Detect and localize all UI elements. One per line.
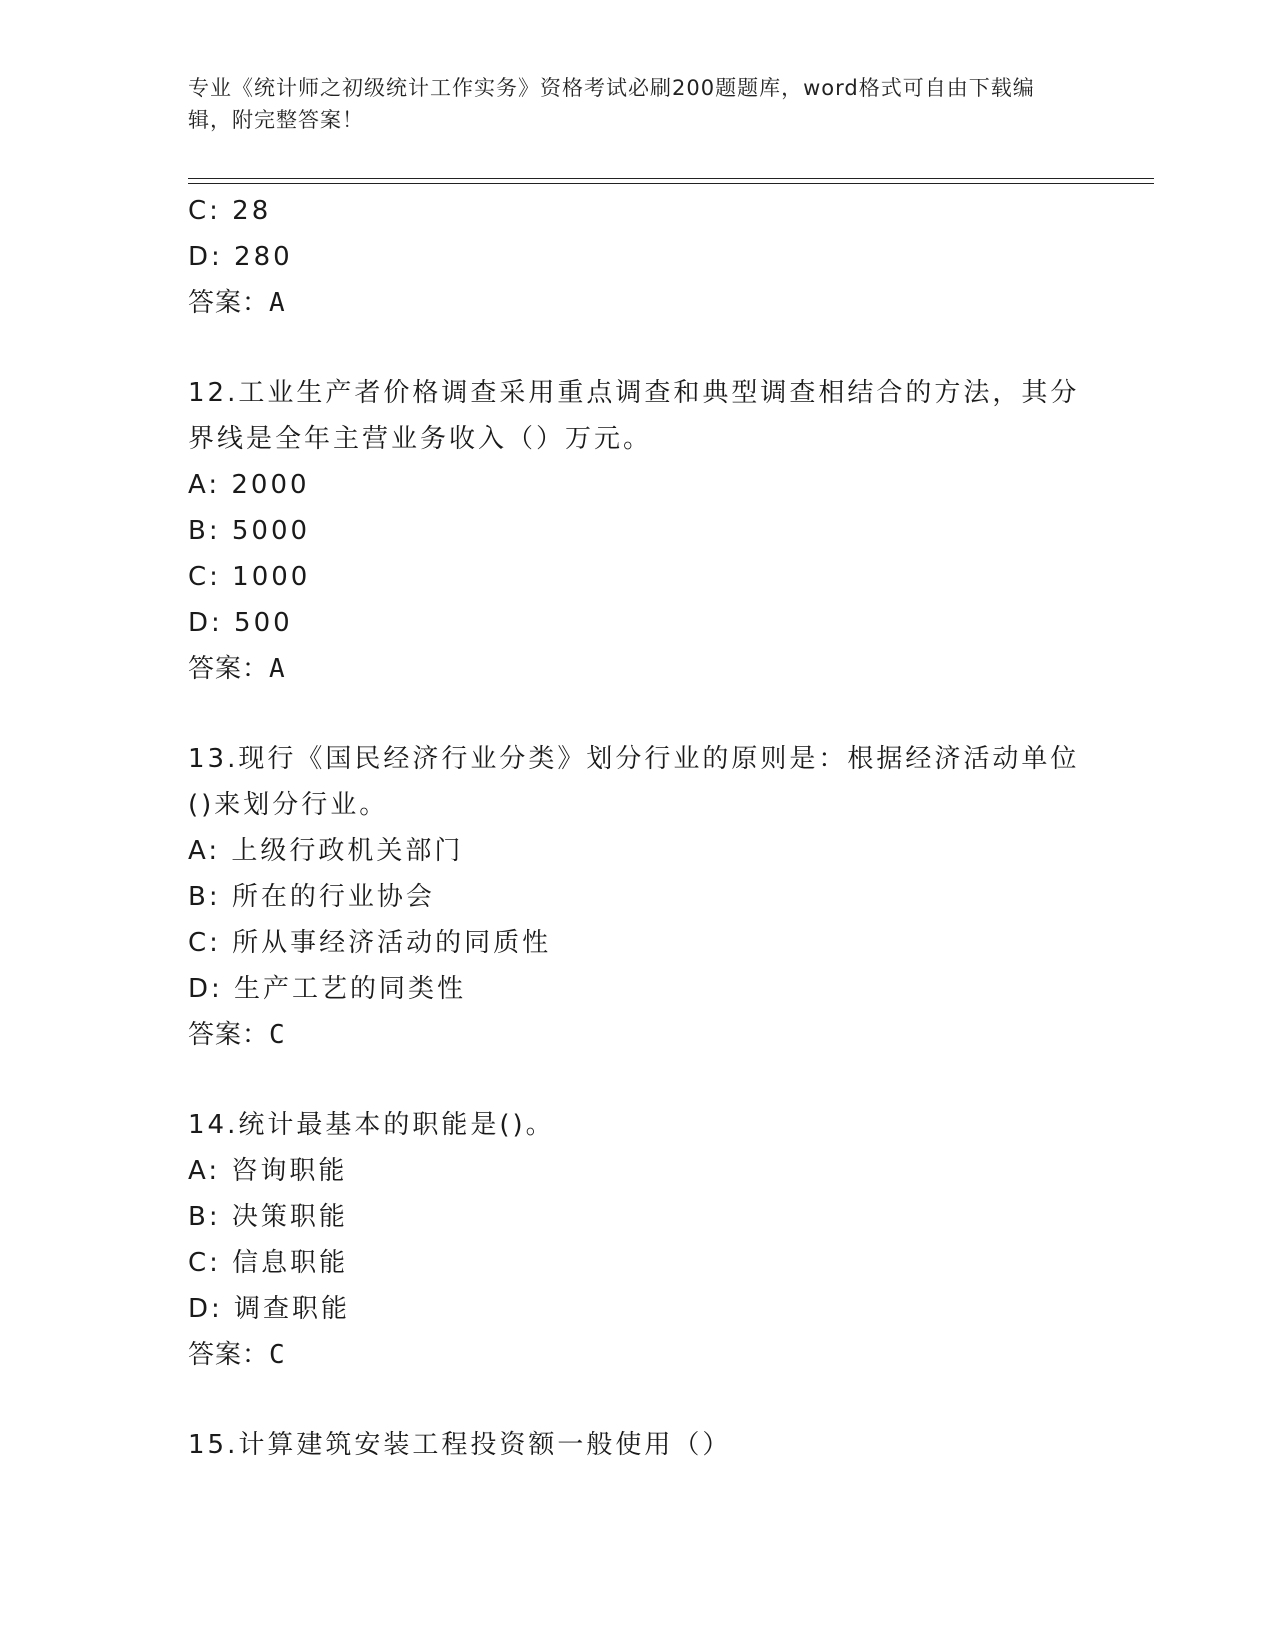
option-b: B: 决策职能 (188, 1202, 348, 1232)
question-title-line-1: 13.现行《国民经济行业分类》划分行业的原则是：根据经济活动单位 (188, 744, 1080, 774)
question-title-line-1: 12.工业生产者价格调查采用重点调查和典型调查相结合的方法，其分 (188, 378, 1080, 408)
option-d: D: 生产工艺的同类性 (188, 974, 467, 1004)
option-c: C: 28 (188, 196, 272, 226)
option-d: D: 调查职能 (188, 1294, 351, 1324)
option-d: D: 500 (188, 608, 293, 638)
page-header: 专业《统计师之初级统计工作实务》资格考试必刷200题题库，word格式可自由下载编辑，附完整答案！ (188, 76, 1035, 132)
option-d: D: 280 (188, 242, 293, 272)
option-c: C: 1000 (188, 562, 311, 592)
header-rule-bottom (188, 183, 1154, 184)
option-c: C: 所从事经济活动的同质性 (188, 928, 552, 958)
question-12 (188, 370, 1088, 692)
question-title-line-1: 14.统计最基本的职能是()。 (188, 1110, 555, 1140)
option-b: B: 所在的行业协会 (188, 882, 435, 912)
header-rule-top (188, 178, 1154, 179)
question-14 (188, 1102, 1088, 1378)
option-c: C: 信息职能 (188, 1248, 349, 1278)
option-a: A: 上级行政机关部门 (188, 836, 464, 866)
option-a: A: 2000 (188, 470, 310, 500)
question-title-line-2: ()来划分行业。 (188, 790, 389, 820)
option-b: B: 5000 (188, 516, 311, 546)
answer-line: 答案：C (188, 1340, 286, 1370)
question-title-line-1: 15.计算建筑安装工程投资额一般使用（） (188, 1430, 732, 1460)
question-15 (188, 1422, 1088, 1468)
answer-line: 答案：A (188, 288, 286, 318)
option-a: A: 咨询职能 (188, 1156, 348, 1186)
question-11-tail (188, 188, 1088, 326)
question-title-line-2: 界线是全年主营业务收入（）万元。 (188, 424, 653, 454)
question-list (188, 188, 1088, 1468)
answer-line: 答案：A (188, 654, 286, 684)
answer-line: 答案：C (188, 1020, 286, 1050)
question-13 (188, 736, 1088, 1058)
